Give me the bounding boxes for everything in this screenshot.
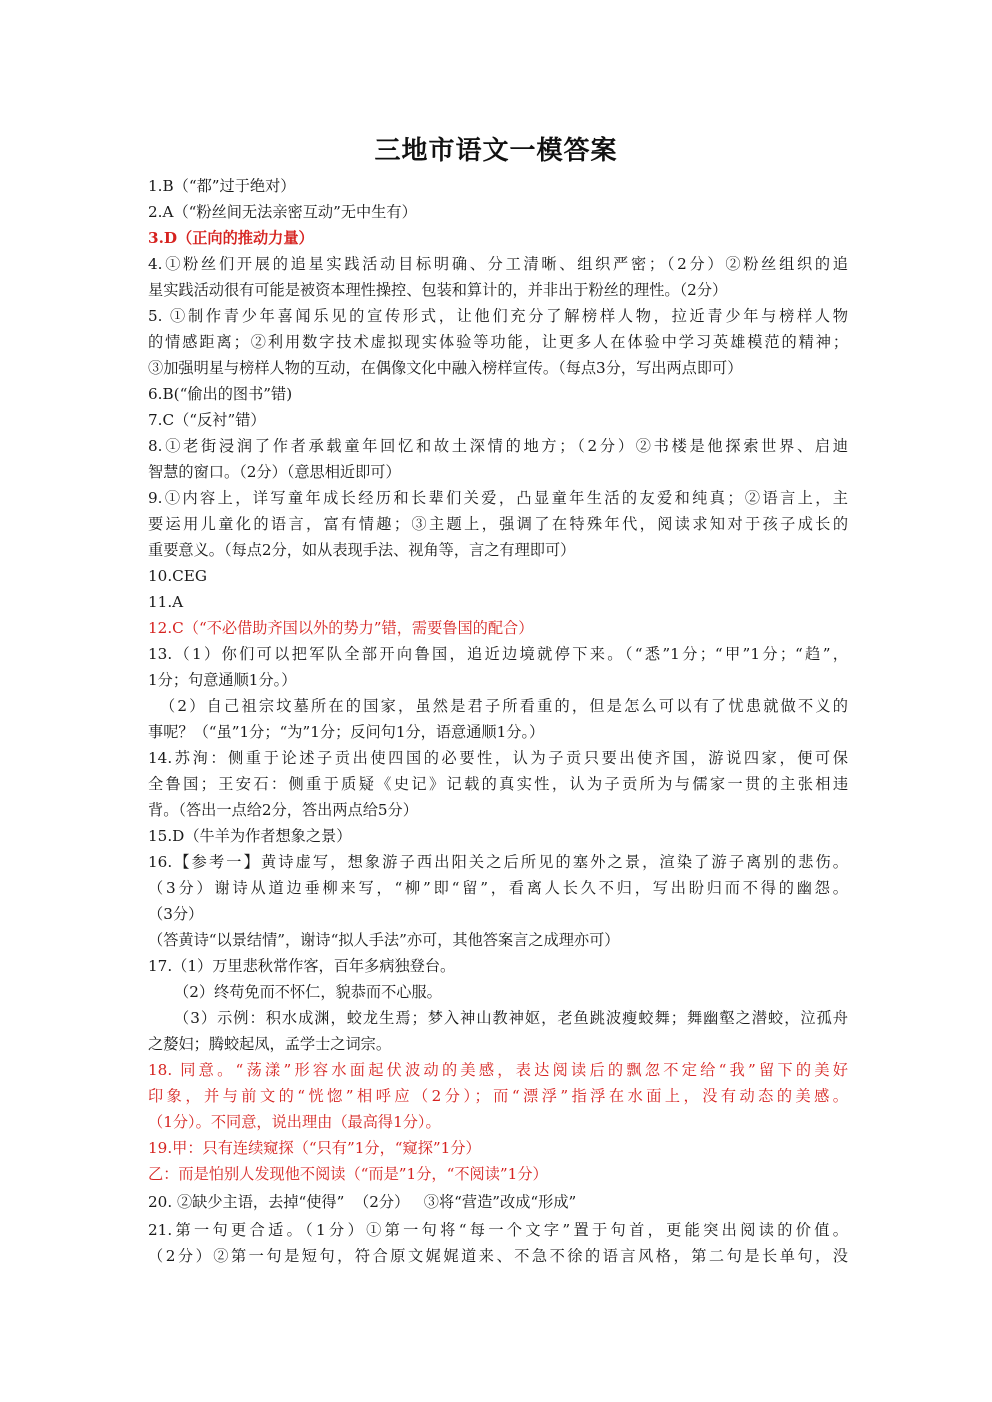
answer-line: 星实践活动很有可能是被资本理性操控、包装和算计的，并非出于粉丝的理性。（2分） xyxy=(148,281,728,299)
answer-line: 14.苏洵：侧重于论述子贡出使四国的必要性，认为子贡只要出使齐国，游说四家，便可保 xyxy=(148,749,848,767)
answer-line: （3分）谢诗从道边垂柳来写，“柳”即“留”，看离人长久不归，写出盼归而不得的幽怨。 xyxy=(148,879,848,897)
answer-line-highlighted: 19.甲：只有连续窥探（“只有”1分，“窥探”1分） xyxy=(148,1139,481,1157)
answer-line: 7.C（“反衬”错） xyxy=(148,411,266,429)
answer-line-highlighted: （1分）。不同意，说出理由（最高得1分）。 xyxy=(148,1113,441,1131)
answer-line: （答黄诗“以景结情”，谢诗“拟人手法”亦可，其他答案言之成理亦可） xyxy=(148,931,620,949)
answer-line: （3分） xyxy=(148,905,204,923)
answer-line-highlighted: 印象，并与前文的“恍惚”相呼应（2分）；而“漂浮”指浮在水面上，没有动态的美感。 xyxy=(148,1087,848,1105)
answer-line: 背。（答出一点给2分，答出两点给5分） xyxy=(148,801,418,819)
answer-line: （3）示例：积水成渊，蛟龙生焉；梦入神山教神妪，老鱼跳波瘦蛟舞；舞幽壑之潜蛟，泣孤舟 xyxy=(174,1009,848,1027)
answer-line-highlighted: 12.C（“不必借助齐国以外的势力”错，需要鲁国的配合） xyxy=(148,619,534,637)
answer-line: 21.第一句更合适。（1分）①第一句将“每一个文字”置于句首，更能突出阅读的价值。 xyxy=(148,1221,848,1239)
answer-line: （2分）②第一句是短句，符合原文娓娓道来、不急不徐的语言风格，第二句是长单句，没 xyxy=(148,1247,848,1265)
page-title: 三地市语文一模答案 xyxy=(374,136,618,166)
answer-line: 要运用儿童化的语言，富有情趣；③主题上，强调了在特殊年代，阅读求知对于孩子成长的 xyxy=(148,515,848,533)
answer-line-highlighted: 乙：而是怕别人发现他不阅读（“而是”1分，“不阅读”1分） xyxy=(148,1165,548,1183)
answer-line: 15.D（牛羊为作者想象之景） xyxy=(148,827,352,845)
answer-line: 事呢？（“虽”1分；“为”1分；反问句1分，语意通顺1分。） xyxy=(148,723,545,741)
answer-line: 20. ②缺少主语，去掉“使得” （2分） ③将“营造”改成“形成” xyxy=(148,1193,577,1211)
answer-line: 13.（1）你们可以把军队全部开向鲁国，追近边境就停下来。（“悉”1分；“甲”1分；“趋”， xyxy=(148,645,848,663)
answer-line-highlighted: 3.D（正向的推动力量） xyxy=(148,229,314,247)
answer-line: 2.A（“粉丝间无法亲密互动”无中生有） xyxy=(148,203,417,221)
answer-line-highlighted: 18. 同意。“荡漾”形容水面起伏波动的美感，表达阅读后的飘忽不定给“我”留下的美好 xyxy=(148,1061,848,1079)
answer-line: 8.①老街浸润了作者承载童年回忆和故土深情的地方；（2分）②书楼是他探索世界、启迪 xyxy=(148,437,848,455)
answer-line: 1.B（“都”过于绝对） xyxy=(148,177,296,195)
answer-line: 智慧的窗口。（2分）（意思相近即可） xyxy=(148,463,401,481)
answer-line: 5. ①制作青少年喜闻乐见的宣传形式，让他们充分了解榜样人物，拉近青少年与榜样人物 xyxy=(148,307,848,325)
answer-line: 1分；句意通顺1分。） xyxy=(148,671,297,689)
answer-line: 11.A xyxy=(148,593,184,611)
answer-line: （2）终苟免而不怀仁，貌恭而不心服。 xyxy=(174,983,442,1001)
answer-line: 4.①粉丝们开展的追星实践活动目标明确、分工清晰、组织严密；（2分）②粉丝组织的追 xyxy=(148,255,848,273)
answer-line: 9.①内容上，详写童年成长经历和长辈们关爱，凸显童年生活的友爱和纯真；②语言上，主 xyxy=(148,489,848,507)
answer-line: 10.CEG xyxy=(148,567,207,585)
answer-line: 16.【参考一】黄诗虚写，想象游子西出阳关之后所见的塞外之景，渲染了游子离别的悲伤。 xyxy=(148,853,848,871)
answer-line: 的情感距离；②利用数字技术虚拟现实体验等功能，让更多人在体验中学习英雄模范的精神； xyxy=(148,333,848,351)
answer-line: （2）自己祖宗坟墓所在的国家，虽然是君子所看重的，但是怎么可以有了忧患就做不义的 xyxy=(160,697,848,715)
answer-line: ③加强明星与榜样人物的互动，在偶像文化中融入榜样宣传。（每点3分，写出两点即可） xyxy=(148,359,743,377)
answer-line: 全鲁国；王安石：侧重于质疑《史记》记载的真实性，认为子贡所为与儒家一贯的主张相违 xyxy=(148,775,848,793)
answer-line: 6.B(“偷出的图书”错) xyxy=(148,385,293,403)
answer-line: 之嫠妇；腾蛟起凤，孟学士之词宗。 xyxy=(148,1035,391,1053)
answer-line: 重要意义。（每点2分，如从表现手法、视角等，言之有理即可） xyxy=(148,541,576,559)
answer-line: 17.（1）万里悲秋常作客，百年多病独登台。 xyxy=(148,957,456,975)
